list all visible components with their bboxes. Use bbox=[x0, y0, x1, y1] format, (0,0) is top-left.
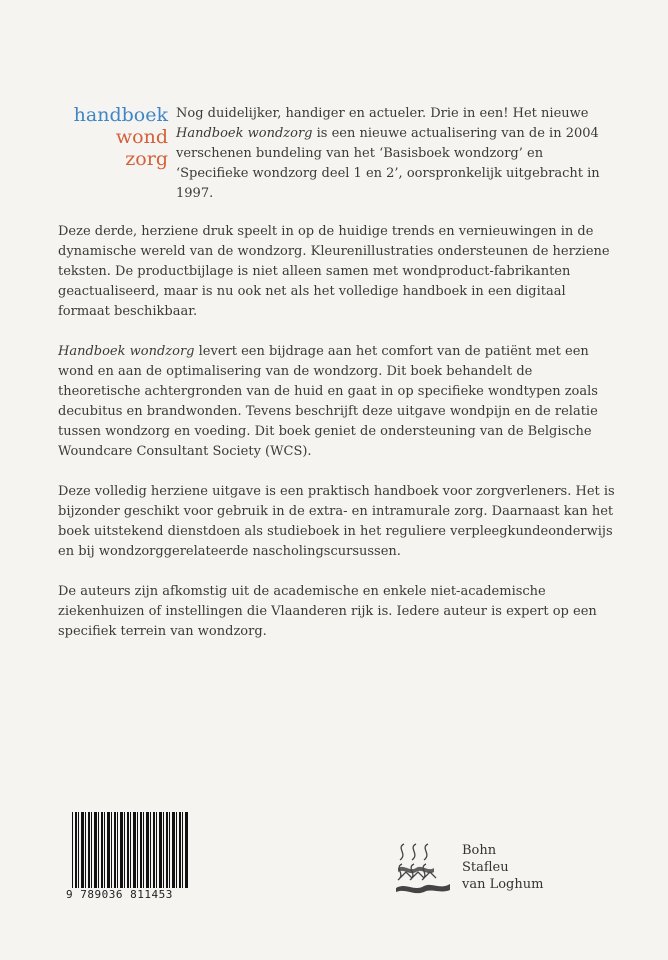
paragraph-2-text: levert een bijdrage aan het comfort van de patiënt met een wond en aan de optimalisering van de wondzorg. Dit boek behandelt de theoretische achtergronden van de huid en gaat in op specifieke wondtypen zoals decubitus en brandwonden. Tevens beschrijft deze uitgave wondpijn en de relatie tussen wondzorg en voeding. Dit boek geniet de ondersteuning van de Belgische Woundcare Consultant Society (WCS). bbox=[58, 344, 598, 459]
intro-text-part1: Nog duidelijker, handiger en actueler. Drie in een! Het nieuwe bbox=[176, 106, 589, 121]
intro-text-part2: is een nieuwe actualisering van de in 2004 verschenen bundeling van het ‘Basisboek wondzorg’ en ‘Specifieke wondzorg deel 1 en 2’, oorspronkelijk uitgebracht in 1997. bbox=[176, 126, 600, 201]
paragraph-4: De auteurs zijn afkomstig uit de academische en enkele niet-academische ziekenhuizen of instellingen die Vlaanderen rijk is. Iedere auteur is expert op een specifiek terrein van wondzorg. bbox=[58, 584, 597, 639]
publisher-line-1: Bohn bbox=[462, 843, 497, 858]
body-text bbox=[58, 222, 618, 662]
paragraph-3: Deze volledig herziene uitgave is een praktisch handboek voor zorgverleners. Het is bijzonder geschikt voor gebruik in de extra- en intramurale zorg. Daarnaast kan het boek uitstekend dienstdoen als studieboek in het reguliere verpleegkundeonderwijs en bij wondzorggerelateerde nascholingscursussen. bbox=[58, 484, 615, 559]
title-line-zorg: zorg bbox=[125, 148, 168, 170]
title-line-handboek: handboek bbox=[73, 104, 168, 126]
publisher-name bbox=[462, 842, 543, 893]
intro-paragraph bbox=[176, 104, 616, 204]
intro-italic-title: Handboek wondzorg bbox=[176, 126, 313, 141]
bsl-logo-icon bbox=[394, 838, 456, 894]
title-line-wond: wond bbox=[115, 126, 168, 148]
paragraph-1: Deze derde, herziene druk speelt in op de huidige trends en vernieuwingen in de dynamische wereld van de wondzorg. Kleurenillustraties ondersteunen de herziene teksten. De productbijlage is niet alleen samen met wondproduct-fabrikanten geactualiseerd, maar is nu ook net als het volledige handboek in een digitaal formaat beschikbaar. bbox=[58, 224, 610, 319]
paragraph-2 bbox=[58, 342, 618, 462]
isbn-barcode bbox=[66, 812, 190, 900]
book-title bbox=[58, 104, 168, 170]
barcode-bars bbox=[72, 812, 188, 888]
publisher-line-3: van Loghum bbox=[462, 877, 544, 892]
paragraph-2-italic: Handboek wondzorg bbox=[58, 344, 195, 359]
publisher-line-2: Stafleu bbox=[462, 860, 509, 875]
barcode-number: 9 789036 811453 bbox=[66, 888, 173, 901]
publisher-block bbox=[394, 838, 574, 898]
